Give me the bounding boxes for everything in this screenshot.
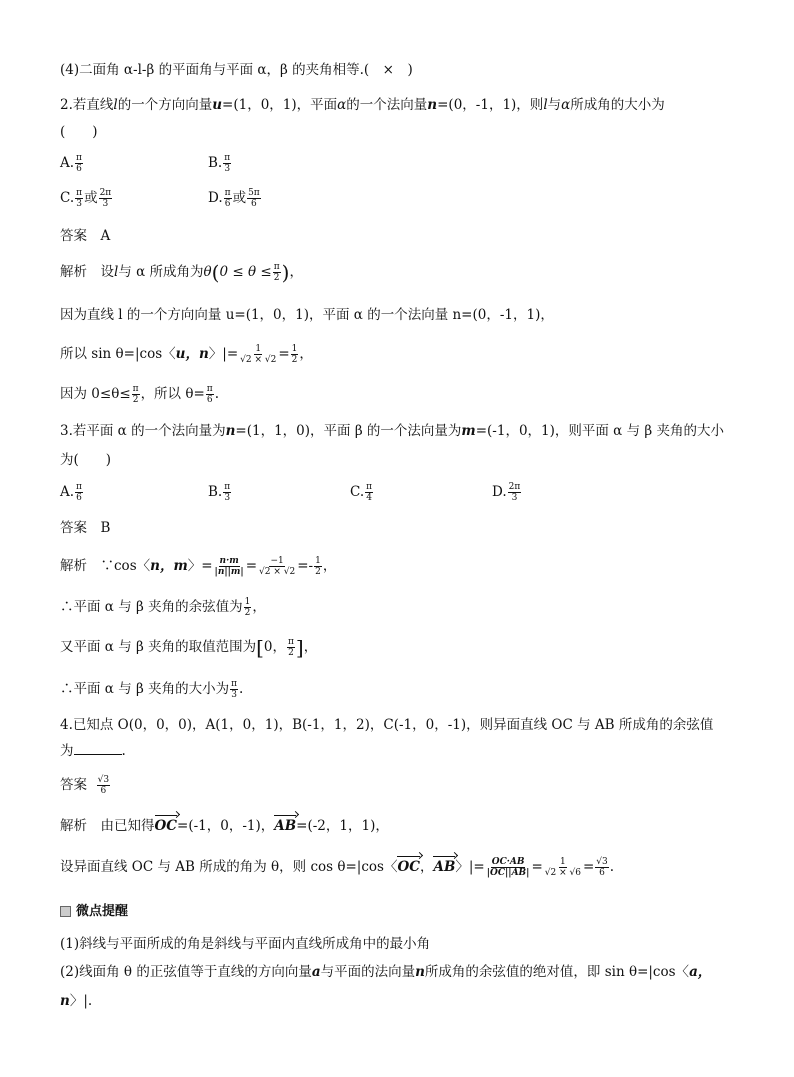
q2-answer-blank bbox=[60, 122, 98, 142]
vector-ab: AB bbox=[433, 859, 456, 875]
numerator: 2π bbox=[508, 482, 521, 492]
tip-text: (2)线面角 θ 的正弦值等于直线的方向向量 bbox=[60, 964, 312, 980]
fraction bbox=[206, 384, 214, 405]
denominator: 2 bbox=[315, 567, 321, 577]
denominator: 6 bbox=[251, 199, 257, 209]
solution-text: ∴平面 α 与 β 夹角的余弦值为 bbox=[60, 599, 243, 615]
q2-paren: ( ) bbox=[60, 124, 98, 140]
numerator: OC·AB bbox=[491, 857, 525, 867]
statement-4 bbox=[60, 60, 413, 80]
solution-text: ， bbox=[303, 639, 318, 655]
q3-text: 为( ) bbox=[60, 452, 112, 468]
q2-solution-line1 bbox=[60, 262, 303, 283]
numerator: √3 bbox=[596, 857, 608, 867]
numerator: π bbox=[224, 153, 231, 163]
numerator: π bbox=[76, 482, 82, 492]
option-letter: C. bbox=[60, 190, 75, 206]
solution-text: 因为 0≤θ≤ bbox=[60, 386, 131, 402]
numerator: 2π bbox=[99, 188, 112, 198]
left-bracket: [ bbox=[256, 635, 264, 660]
numerator: π bbox=[224, 188, 231, 198]
tip-text: 〉|. bbox=[69, 993, 93, 1009]
denominator: 2 bbox=[244, 608, 251, 618]
denominator: 2 bbox=[288, 648, 294, 658]
option-letter: D. bbox=[492, 484, 507, 500]
q3-option-a bbox=[60, 482, 84, 503]
equals: = bbox=[278, 346, 290, 362]
numerator: π bbox=[132, 384, 139, 394]
numerator: π bbox=[366, 482, 373, 492]
equals: = bbox=[531, 859, 543, 875]
answer-blank bbox=[74, 754, 122, 755]
vectors-nm: n，m bbox=[150, 558, 188, 574]
fraction bbox=[544, 857, 582, 878]
q4-text: . bbox=[121, 743, 126, 759]
right-paren: ) bbox=[281, 260, 290, 285]
tip-2-cont bbox=[60, 991, 92, 1011]
denominator: 3 bbox=[231, 690, 237, 700]
fraction bbox=[508, 482, 522, 503]
denominator: 2 bbox=[273, 273, 280, 283]
or-text: 或 bbox=[84, 190, 98, 206]
fraction bbox=[486, 857, 531, 878]
inequality-text: 0 ≤ θ ≤ bbox=[219, 264, 272, 280]
right-bracket: ] bbox=[295, 635, 304, 660]
numerator: 1 bbox=[559, 857, 566, 867]
q3-option-d bbox=[492, 482, 522, 503]
q3-text: =(-1，0，1)，则平面 α 与 β 夹角的大小 bbox=[475, 423, 724, 439]
solution-text: ， bbox=[252, 599, 266, 615]
fraction bbox=[224, 188, 232, 209]
numerator: −1 bbox=[270, 556, 284, 566]
q2-var-n: n bbox=[427, 97, 438, 113]
vector-ab: AB bbox=[274, 818, 297, 834]
left-paren: ( bbox=[211, 260, 220, 285]
q2-text: =(1，0，1)，平面 bbox=[222, 97, 338, 113]
q2-text: 的一个法向量 bbox=[346, 97, 428, 113]
q4-solution-line2 bbox=[60, 857, 614, 878]
numerator: 1 bbox=[244, 597, 251, 607]
numerator: n·m bbox=[219, 556, 239, 566]
solution-text: 〉|= bbox=[208, 346, 239, 362]
denominator: 6 bbox=[206, 395, 213, 405]
denominator: 6 bbox=[76, 493, 82, 503]
option-letter: C. bbox=[350, 484, 365, 500]
solution-text: 解析 设 bbox=[60, 264, 114, 280]
q3-answer bbox=[60, 518, 110, 538]
solution-text: . bbox=[239, 681, 244, 697]
var-n: n bbox=[415, 964, 425, 980]
numerator: π bbox=[288, 637, 294, 647]
denominator: |n||m| bbox=[214, 567, 244, 577]
solution-text: . bbox=[609, 859, 615, 875]
denominator: |OC||AB| bbox=[486, 868, 530, 878]
q2-text: 的一个方向向量 bbox=[117, 97, 213, 113]
equals: = bbox=[245, 558, 258, 574]
solution-text: . bbox=[214, 386, 220, 402]
solution-text: 所以 sin θ=|cos〈 bbox=[60, 346, 176, 362]
range-text: 0， bbox=[263, 639, 286, 655]
denominator: 4 bbox=[366, 493, 372, 503]
answer-text: 答案 A bbox=[60, 228, 111, 244]
q2-text: 所成角的大小为 bbox=[570, 97, 665, 113]
q2-answer bbox=[60, 226, 110, 246]
solution-text: 〉= bbox=[187, 558, 213, 574]
vectors-un: u，n bbox=[175, 346, 209, 362]
solution-text: ， bbox=[419, 859, 434, 875]
var-a: a， bbox=[689, 964, 712, 980]
solution-text: 设异面直线 OC 与 AB 所成的角为 θ，则 cos θ=|cos〈 bbox=[60, 859, 398, 875]
denominator: 2 bbox=[132, 395, 139, 405]
solution-text: 解析 由已知得 bbox=[60, 818, 155, 834]
numerator: 1 bbox=[255, 344, 262, 354]
denominator: √2 × √2 bbox=[259, 567, 296, 577]
tip-2 bbox=[60, 962, 711, 982]
fraction bbox=[75, 153, 83, 174]
denominator: 3 bbox=[224, 164, 231, 174]
denominator: 3 bbox=[224, 493, 231, 503]
q3-var-m: m bbox=[461, 423, 476, 439]
numerator: π bbox=[224, 482, 231, 492]
q3-option-c bbox=[350, 482, 374, 503]
solution-text: =(-1，0，-1)， bbox=[177, 818, 275, 834]
option-letter: A. bbox=[60, 484, 75, 500]
solution-text: 〉|= bbox=[455, 859, 485, 875]
fraction bbox=[132, 384, 140, 405]
q3-option-b bbox=[208, 482, 232, 503]
equals: =- bbox=[297, 558, 314, 574]
q2-var-u: u bbox=[212, 97, 223, 113]
numerator: π bbox=[273, 262, 280, 272]
q2-solution-line3 bbox=[60, 344, 313, 365]
solution-text: ∴平面 α 与 β 夹角的大小为 bbox=[60, 681, 230, 697]
q2-text: 2.若直线 bbox=[60, 97, 114, 113]
fraction bbox=[365, 482, 373, 503]
var-n: n bbox=[60, 993, 70, 1009]
denominator: √2 × √6 bbox=[544, 868, 581, 878]
fraction bbox=[75, 188, 83, 209]
q2-solution-line4 bbox=[60, 384, 219, 405]
q2-option-d bbox=[208, 188, 262, 209]
fraction bbox=[99, 188, 113, 209]
q3-solution-line1 bbox=[60, 556, 336, 577]
question-2 bbox=[60, 95, 665, 115]
q3-solution-line3 bbox=[60, 637, 317, 658]
solution-text: 又平面 α 与 β 夹角的取值范围为 bbox=[60, 639, 257, 655]
q2-option-a bbox=[60, 153, 84, 174]
tip-header bbox=[60, 901, 128, 922]
var-a: a bbox=[311, 964, 321, 980]
fraction bbox=[244, 597, 252, 618]
numerator: π bbox=[231, 679, 238, 689]
tip-text: (1)斜线与平面所成的角是斜线与平面内直线所成角中的最小角 bbox=[60, 936, 431, 952]
fraction bbox=[214, 556, 245, 577]
q4-line2 bbox=[60, 741, 126, 761]
fraction bbox=[239, 344, 277, 365]
tip-1 bbox=[60, 934, 430, 954]
fraction bbox=[230, 679, 238, 700]
q4-answer bbox=[60, 775, 111, 796]
fraction bbox=[97, 775, 110, 796]
q3-options bbox=[60, 482, 580, 503]
equals: = bbox=[582, 859, 595, 875]
fraction bbox=[223, 482, 231, 503]
statement-4-text: (4)二面角 α-l-β 的平面角与平面 α，β 的夹角相等.( × ) bbox=[60, 62, 413, 78]
option-letter: D. bbox=[208, 190, 223, 206]
fraction bbox=[291, 344, 299, 365]
denominator: 6 bbox=[599, 868, 605, 878]
q4-solution-line1 bbox=[60, 816, 389, 836]
q2-var-alpha: α bbox=[561, 97, 571, 113]
q3-solution-line4 bbox=[60, 679, 243, 700]
q4-text: 为 bbox=[60, 743, 74, 759]
tip-title: 微点提醒 bbox=[76, 904, 129, 919]
fraction bbox=[258, 556, 296, 577]
q3-text: 3.若平面 α 的一个法向量为 bbox=[60, 423, 226, 439]
question-4 bbox=[60, 715, 713, 735]
vector-oc: OC bbox=[154, 818, 178, 834]
denominator: 6 bbox=[76, 164, 82, 174]
q4-text: 4.已知点 O(0，0，0)，A(1，0，1)，B(-1，1，2)，C(-1，0，-1)，则异面直线 OC 与 AB 所成角的余弦值 bbox=[60, 717, 714, 733]
q2-option-b bbox=[208, 153, 232, 174]
option-letter: A. bbox=[60, 155, 75, 171]
q2-text: =(0，-1，1)，则 bbox=[437, 97, 544, 113]
denominator: 2 bbox=[291, 355, 298, 365]
vector-oc: OC bbox=[397, 859, 420, 875]
answer-text: 答案 bbox=[60, 777, 87, 793]
denominator: √2 × √2 bbox=[240, 355, 277, 365]
q2-option-c bbox=[60, 188, 113, 209]
solution-text: 解析 ∵cos〈 bbox=[60, 558, 151, 574]
q2-var-alpha: α bbox=[337, 97, 347, 113]
numerator: π bbox=[76, 188, 83, 198]
solution-text: =(-2，1，1)， bbox=[296, 818, 389, 834]
q2-var-l: l bbox=[543, 97, 548, 113]
q2-options-row1 bbox=[60, 153, 460, 174]
denominator: 3 bbox=[102, 199, 109, 209]
answer-text: 答案 B bbox=[60, 520, 111, 536]
solution-text: ，所以 θ= bbox=[140, 386, 205, 402]
solution-text: ， bbox=[322, 558, 337, 574]
numerator: π bbox=[76, 153, 82, 163]
denominator: 3 bbox=[76, 199, 82, 209]
question-3 bbox=[60, 421, 724, 441]
tip-text: 所成角的余弦值的绝对值，即 sin θ=|cos〈 bbox=[424, 964, 690, 980]
fraction bbox=[223, 153, 231, 174]
option-letter: B. bbox=[208, 484, 223, 500]
numerator: 1 bbox=[291, 344, 298, 354]
option-letter: B. bbox=[208, 155, 223, 171]
tip-text: 与平面的法向量 bbox=[320, 964, 416, 980]
fraction bbox=[75, 482, 83, 503]
solution-text: 因为直线 l 的一个方向向量 u=(1，0，1)，平面 α 的一个法向量 n=(0，-1，1)， bbox=[60, 307, 554, 323]
or-text: 或 bbox=[232, 190, 247, 206]
fraction bbox=[247, 188, 261, 209]
denominator: 6 bbox=[100, 786, 107, 796]
square-bullet-icon bbox=[60, 906, 71, 917]
q3-text: =(1，1，0)，平面 β 的一个法向量为 bbox=[235, 423, 462, 439]
numerator: 1 bbox=[315, 556, 321, 566]
fraction bbox=[595, 857, 608, 878]
fraction bbox=[273, 262, 281, 283]
q2-solution-line2 bbox=[60, 305, 554, 325]
numerator: π bbox=[206, 384, 213, 394]
denominator: 6 bbox=[224, 199, 231, 209]
fraction bbox=[287, 637, 295, 658]
numerator: 5π bbox=[248, 188, 260, 198]
q3-line2 bbox=[60, 450, 111, 470]
solution-text: ， bbox=[289, 264, 303, 280]
denominator: 3 bbox=[511, 493, 518, 503]
solution-text: ， bbox=[299, 346, 313, 362]
fraction bbox=[314, 556, 322, 577]
numerator: √3 bbox=[97, 775, 110, 785]
var-theta: θ bbox=[203, 264, 212, 280]
q2-text: 与 bbox=[547, 97, 562, 113]
q3-var-n: n bbox=[225, 423, 236, 439]
q3-solution-line2 bbox=[60, 597, 266, 618]
q2-var-l: l bbox=[113, 97, 118, 113]
var-l: l bbox=[114, 264, 119, 280]
q2-options-row2 bbox=[60, 188, 460, 209]
solution-text: 与 α 所成角为 bbox=[118, 264, 204, 280]
